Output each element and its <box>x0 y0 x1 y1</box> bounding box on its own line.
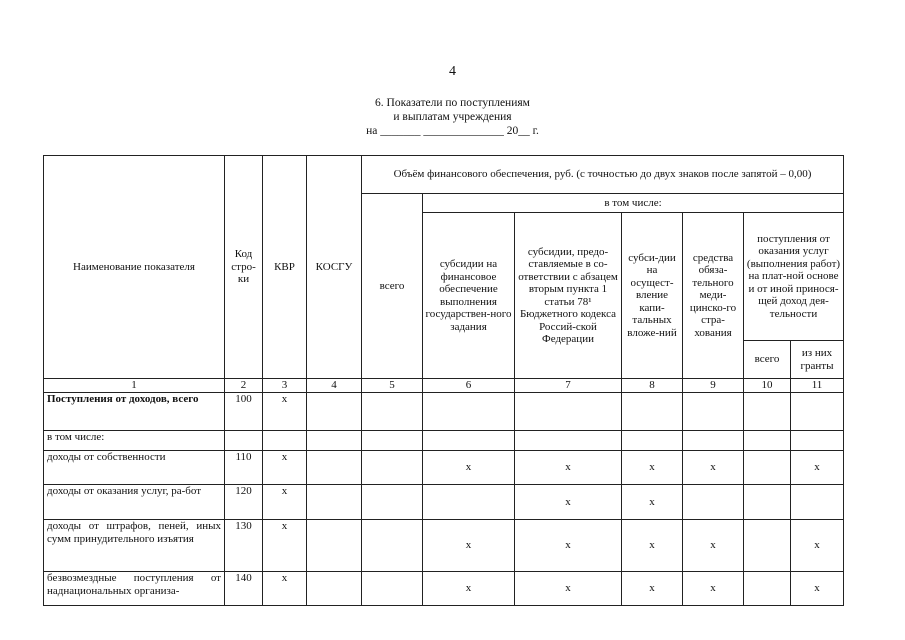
row-c10 <box>744 520 791 572</box>
row-name: безвозмездные поступления от наднациональных организа- <box>44 572 225 606</box>
row-name: доходы от собственности <box>44 451 225 485</box>
row-c5 <box>362 451 423 485</box>
column-number: 9 <box>683 379 744 393</box>
row-code: 100 <box>225 393 263 431</box>
table-row <box>44 485 844 520</box>
row-kvr: х <box>263 572 307 606</box>
row-kvr <box>263 431 307 451</box>
header-col9: средства обяза-тельного меди-цинско-го стра-хования <box>683 213 744 379</box>
column-number: 1 <box>44 379 225 393</box>
row-kosgu <box>307 431 362 451</box>
row-c7: х <box>515 451 622 485</box>
column-numbers-row <box>44 379 844 393</box>
column-number: 10 <box>744 379 791 393</box>
row-c7 <box>515 431 622 451</box>
row-c6 <box>423 393 515 431</box>
row-code: 130 <box>225 520 263 572</box>
table-row <box>44 572 844 606</box>
column-number: 6 <box>423 379 515 393</box>
column-number: 11 <box>791 379 844 393</box>
title-line-2: и выплатам учреждения <box>393 111 512 123</box>
row-kosgu <box>307 451 362 485</box>
table-row <box>44 520 844 572</box>
row-c10 <box>744 451 791 485</box>
column-number: 3 <box>263 379 307 393</box>
column-number: 7 <box>515 379 622 393</box>
header-including: в том числе: <box>423 194 844 213</box>
indicators-table <box>43 155 844 606</box>
row-c7: х <box>515 485 622 520</box>
row-c6: х <box>423 572 515 606</box>
header-kosgu: КОСГУ <box>307 156 362 379</box>
row-c10 <box>744 431 791 451</box>
column-number: 8 <box>622 379 683 393</box>
header-volume: Объём финансового обеспечения, руб. (с точностью до двух знаков после запятой – 0,00) <box>362 156 844 194</box>
row-c5 <box>362 431 423 451</box>
header-name: Наименование показателя <box>44 156 225 379</box>
row-c5 <box>362 393 423 431</box>
table-row <box>44 393 844 431</box>
row-c8: х <box>622 572 683 606</box>
title-line-3: на _______ ______________ 20__ г. <box>366 125 539 137</box>
row-c9 <box>683 431 744 451</box>
row-c9: х <box>683 520 744 572</box>
row-kvr: х <box>263 393 307 431</box>
header-code: Код стро-ки <box>225 156 263 379</box>
column-number: 4 <box>307 379 362 393</box>
title-line-1: 6. Показатели по поступлениям <box>375 97 530 109</box>
row-code: 110 <box>225 451 263 485</box>
table-row <box>44 451 844 485</box>
header-col8: субси-дии на осущест-вление капи-тальных вложе-ний <box>622 213 683 379</box>
header-col11: из них гранты <box>791 341 844 379</box>
row-c9 <box>683 485 744 520</box>
page-number: 4 <box>449 64 456 79</box>
section-title <box>0 96 905 138</box>
row-c5 <box>362 572 423 606</box>
row-code <box>225 431 263 451</box>
row-c8 <box>622 393 683 431</box>
row-code: 120 <box>225 485 263 520</box>
row-c6 <box>423 485 515 520</box>
row-c11: х <box>791 520 844 572</box>
row-c8: х <box>622 451 683 485</box>
row-kosgu <box>307 485 362 520</box>
header-col7: субсидии, предо-ставляемые в со-ответствии с абзацем вторым пункта 1 статьи 78¹ Бюджетного кодекса Россий-ской Федерации <box>515 213 622 379</box>
row-name: доходы от оказания услуг, ра-бот <box>44 485 225 520</box>
row-c7: х <box>515 520 622 572</box>
row-c10 <box>744 393 791 431</box>
row-c11: х <box>791 572 844 606</box>
column-number: 5 <box>362 379 423 393</box>
row-name: доходы от штрафов, пеней, иных сумм принудительного изъятия <box>44 520 225 572</box>
header-total: всего <box>362 194 423 379</box>
header-col6: субсидии на финансовое обеспечение выполнения государствен-ного задания <box>423 213 515 379</box>
row-kosgu <box>307 520 362 572</box>
row-kvr: х <box>263 485 307 520</box>
header-col10: всего <box>744 341 791 379</box>
row-c11 <box>791 485 844 520</box>
row-c7: х <box>515 572 622 606</box>
row-kvr: х <box>263 520 307 572</box>
row-c11 <box>791 431 844 451</box>
row-c6: х <box>423 451 515 485</box>
row-c11 <box>791 393 844 431</box>
row-c8: х <box>622 485 683 520</box>
row-c6 <box>423 431 515 451</box>
row-c5 <box>362 485 423 520</box>
row-name: Поступления от доходов, всего <box>44 393 225 431</box>
header-kvr: КВР <box>263 156 307 379</box>
row-c9: х <box>683 572 744 606</box>
row-c10 <box>744 572 791 606</box>
row-c7 <box>515 393 622 431</box>
row-c9 <box>683 393 744 431</box>
row-c9: х <box>683 451 744 485</box>
row-c10 <box>744 485 791 520</box>
row-c8: х <box>622 520 683 572</box>
row-kosgu <box>307 572 362 606</box>
row-c6: х <box>423 520 515 572</box>
row-c11: х <box>791 451 844 485</box>
row-kvr: х <box>263 451 307 485</box>
table-row <box>44 431 844 451</box>
column-number: 2 <box>225 379 263 393</box>
header-col10-11: поступления от оказания услуг (выполнения работ) на плат-ной основе и от иной принося-щей доход дея-тельности <box>744 213 844 341</box>
row-code: 140 <box>225 572 263 606</box>
row-c8 <box>622 431 683 451</box>
row-c5 <box>362 520 423 572</box>
row-kosgu <box>307 393 362 431</box>
row-name: в том числе: <box>44 431 225 451</box>
